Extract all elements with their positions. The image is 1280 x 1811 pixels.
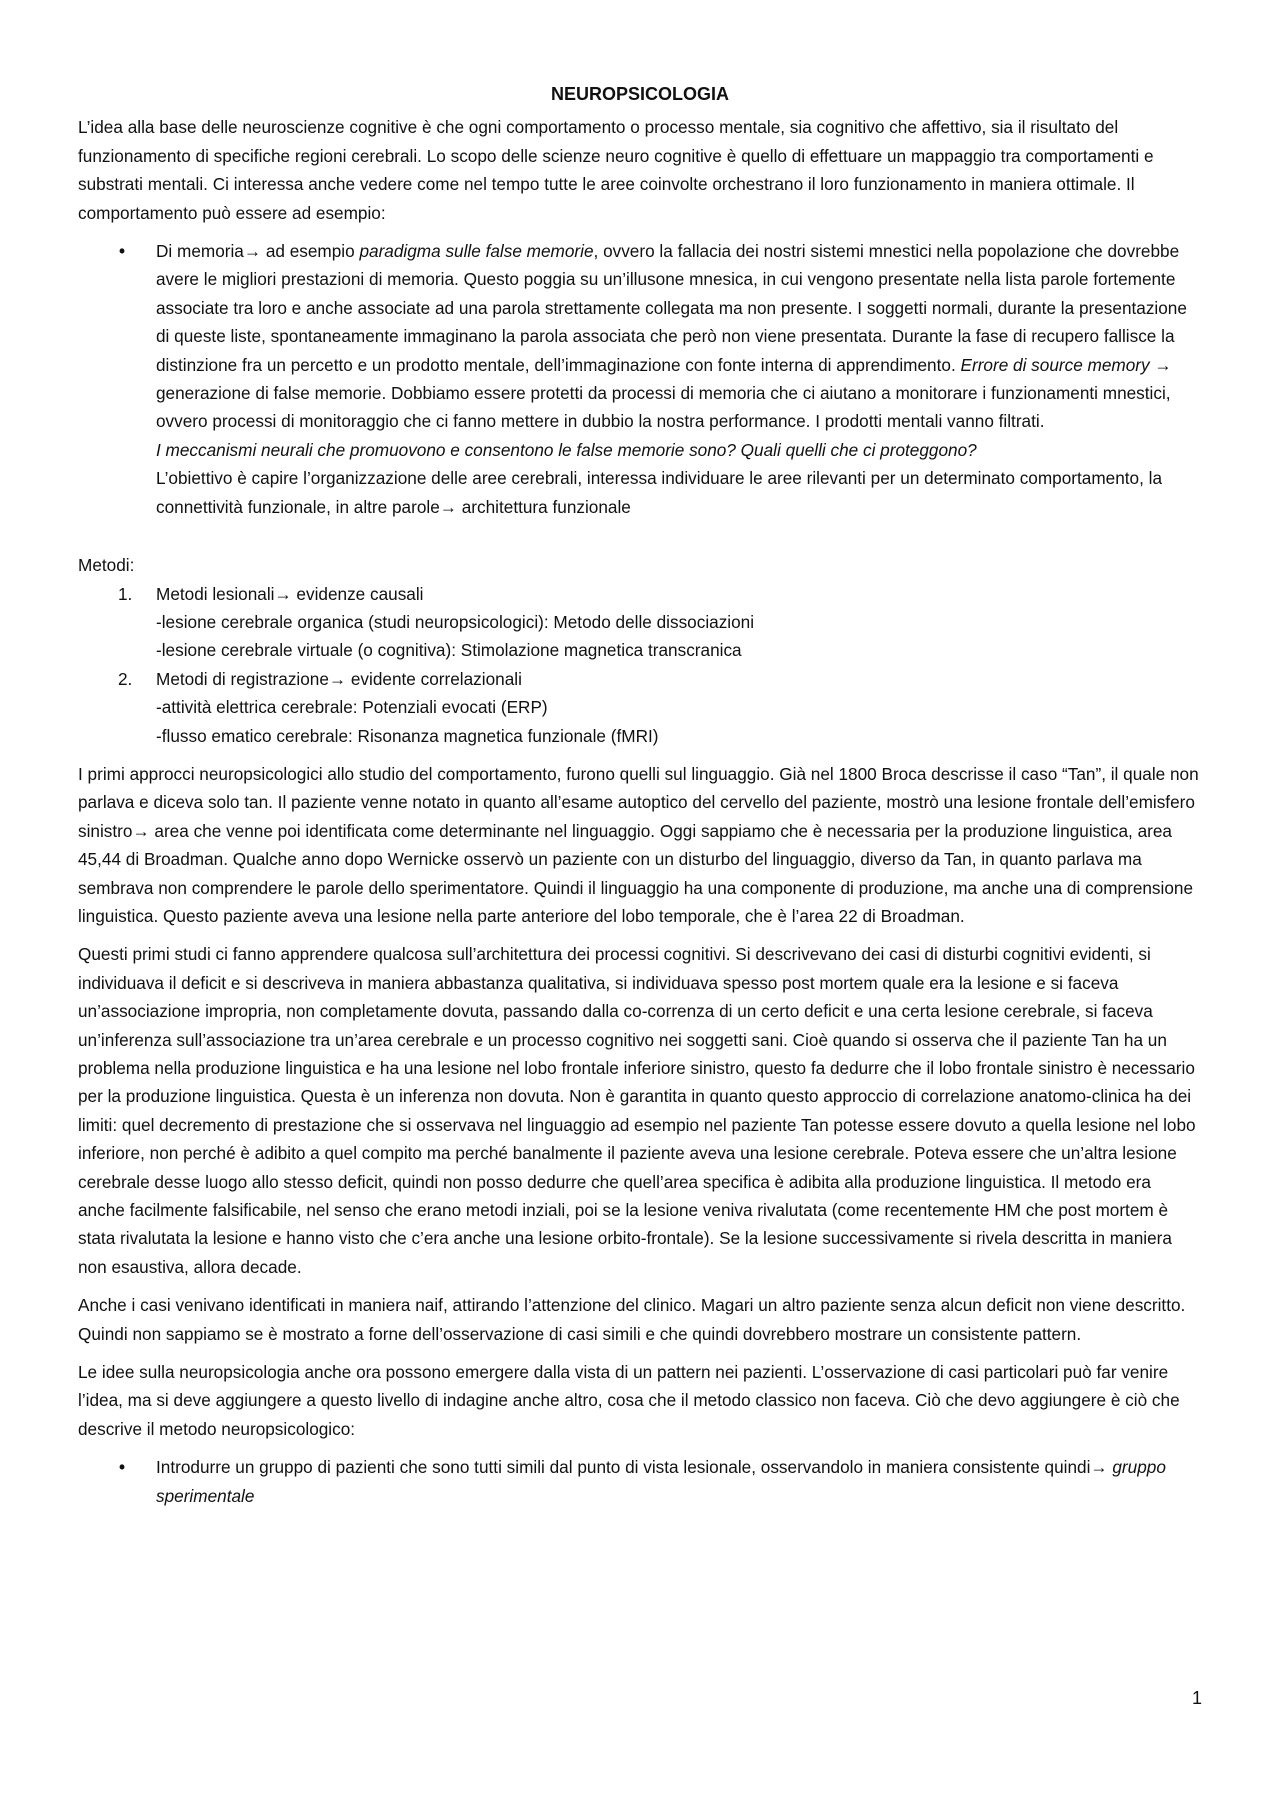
method-bullet-list xyxy=(78,1453,1202,1510)
architecture-paragraph: Questi primi studi ci fanno apprendere qualcosa sull’architettura dei processi cognitivi. Si descrivevano dei casi di disturbi cognitivi evidenti, si individuava il deficit e si descriveva in maniera abbastanza qualitativa, si individuava spesso post mortem quale era la lesione e si faceva un’associazione impropria, non completamente dovuta, passando dalla co-correnza di un certo deficit e una certa lesione cerebrale, si faceva un’inferenza sull’associazione tra un’area cerebrale e un processo cognitivo nei soggetti sani. Cioè quando si osserva che il paziente Tan ha un problema nella produzione linguistica e ha una lesione nel lobo frontale inferiore sinistro, questo fa dedurre che il lobo frontale sinistro è necessario per la produzione linguistica. Questa è un inferenza non dovuta. Non è garantita in quanto questo approccio di correlazione anatomo-clinica ha dei limiti: quel decremento di prestazione che si osservava nel linguaggio ad esempio nel paziente Tan potesse essere dovuto a quella lesione nel lobo inferiore, non perché è adibito a quel compito ma perché banalmente il paziente aveva una lesione cerebrale. Poteva essere che un’altra lesione cerebrale desse luogo allo stesso deficit, quindi non posso dedurre che quell’area specifica è adibita alla produzione linguistica. Il metodo era anche facilmente falsificabile, nel senso che erano metodi inziali, poi se la lesione veniva rivalutata (come recentemente HM che post mortem è stata rivalutata la lesione e hanno visto che c’era anche una lesione orbito-frontale). Se la lesione successivamente si rivela descritta in maniera non esaustiva, allora decade. xyxy=(78,944,1196,1277)
ideas-paragraph: Le idee sulla neuropsicologia anche ora possono emergere dalla vista di un pattern nei pazienti. L’osservazione di casi particolari può far venire l’idea, ma si deve aggiungere a questo livello di indagine anche altro, cosa che il metodo classico non faceva. Ciò che devo aggiungere è ciò che descrive il metodo neuropsicologico: xyxy=(78,1362,1180,1439)
false-memory-text xyxy=(156,237,1202,436)
methods-list xyxy=(78,580,1202,750)
method-number: 2. xyxy=(118,668,133,689)
bullet-body-emphasis: Errore di source memory xyxy=(960,354,1150,375)
list-item xyxy=(78,665,1202,750)
document-title: NEUROPSICOLOGIA xyxy=(550,84,729,104)
bullet-lead: Di memoria→ ad esempio xyxy=(156,241,360,262)
methods-label: Metodi: xyxy=(78,555,135,576)
bullet-body-2: → generazione di false memorie. Dobbiamo essere protetti da processi di memoria che ci aiutano a monitorare i funzionamenti mnestici, ovvero processi di monitoraggio che ci fanno mettere in dubbio la nostra performance. I prodotti mentali vanno filtrati. xyxy=(156,354,1172,432)
broca-paragraph: I primi approcci neuropsicologici allo studio del comportamento, furono quelli sul linguaggio. Già nel 1800 Broca descrisse il caso “Tan”, il quale non parlava e diceva solo tan. Il paziente venne notato in quanto all’esame autoptico del cervello del paziente, mostrò una lesione frontale dell’emisfero sinistro→ area che venne poi identificata come determinante nel linguaggio. Oggi sappiamo che è necessaria per la produzione linguistica, area 45,44 di Broadman. Qualche anno dopo Wernicke osservò un paziente con un disturbo del linguaggio, diverso da Tan, in quanto parlava ma sembrava non comprendere le parole dello sperimentatore. Quindi il linguaggio ha una componente di produzione, ma anche una di comprensione linguistica. Questo paziente aveva una lesione nella parte anteriore del lobo temporale, che è l’area 22 di Broadman. xyxy=(78,763,1199,926)
intro-paragraph: L’idea alla base delle neuroscienze cognitive è che ogni comportamento o processo mentale, sia cognitivo che affettivo, sia il risultato del funzionamento di specifiche regioni cerebrali. Lo scopo delle scienze neuro cognitive è quello di effettuare un mappaggio tra comportamenti e substrati mentali. Ci interessa anche vedere come nel tempo tutte le aree coinvolte orchestrano il loro funzionamento in maniera ottimale. Il comportamento può essere ad esempio: xyxy=(78,117,1154,223)
bullet-icon: • xyxy=(119,241,126,262)
page-number: 1 xyxy=(1191,1688,1202,1708)
list-item xyxy=(78,1453,1202,1510)
bullet-lead-emphasis: paradigma sulle false memorie xyxy=(359,241,594,262)
bullet-objective: L’obiettivo è capire l’organizzazione delle aree cerebrali, interessa individuare le aree rilevanti per un determinato comportamento, la connettività funzionale, in altre parole→ architettura funzionale xyxy=(156,468,1163,517)
bullet-body-1: , ovvero la fallacia dei nostri sistemi mnestici nella popolazione che dovrebbe avere le migliori prestazioni di memoria. Questo poggia su un’illusone mnesica, in cui vengono presentate nella lista parole fortemente associate tra loro e anche associate ad una parola strettamente collegata ma non presente. I soggetti normali, durante la presentazione di queste liste, spontaneamente immaginano la parola associata che però non viene presentata. Durante la fase di recupero fallisce la distinzione fra un percetto e un prodotto mentale, dell’immaginazione con fonte interna di apprendimento. xyxy=(156,241,1187,375)
method-number: 1. xyxy=(118,583,133,604)
bullet-question: I meccanismi neurali che promuovono e consentono le false memorie sono? Quali quelli che ci proteggono? xyxy=(156,439,977,460)
list-item xyxy=(78,237,1202,521)
bullet-icon: • xyxy=(119,1457,126,1478)
method-heading: Metodi di registrazione→ evidente correlazionali xyxy=(156,668,522,689)
method-sub-item: -flusso ematico cerebrale: Risonanza magnetica funzionale (fMRI) xyxy=(156,725,659,746)
method-sub-item: -lesione cerebrale organica (studi neuropsicologici): Metodo delle dissociazioni xyxy=(156,611,755,632)
method-sub-item: -lesione cerebrale virtuale (o cognitiva): Stimolazione magnetica transcranica xyxy=(156,640,742,661)
cases-paragraph: Anche i casi venivano identificati in maniera naif, attirando l’attenzione del clinico. Magari un altro paziente senza alcun deficit non viene descritto. Quindi non sappiamo se è mostrato a forne dell’osservazione di casi simili e che quindi dovrebbero mostrare un consistente pattern. xyxy=(78,1295,1186,1344)
list-item xyxy=(78,580,1202,665)
bullet-emphasis: gruppo sperimentale xyxy=(156,1457,1166,1506)
bullet-text: Introdurre un gruppo di pazienti che sono tutti simili dal punto di vista lesionale, osservandolo in maniera consistente quindi→ xyxy=(156,1457,1113,1478)
document-page xyxy=(78,80,1202,1520)
method-sub-item: -attività elettrica cerebrale: Potenziali evocati (ERP) xyxy=(156,697,548,718)
method-heading: Metodi lesionali→ evidenze causali xyxy=(156,583,424,604)
behavior-bullet-list xyxy=(78,237,1202,521)
